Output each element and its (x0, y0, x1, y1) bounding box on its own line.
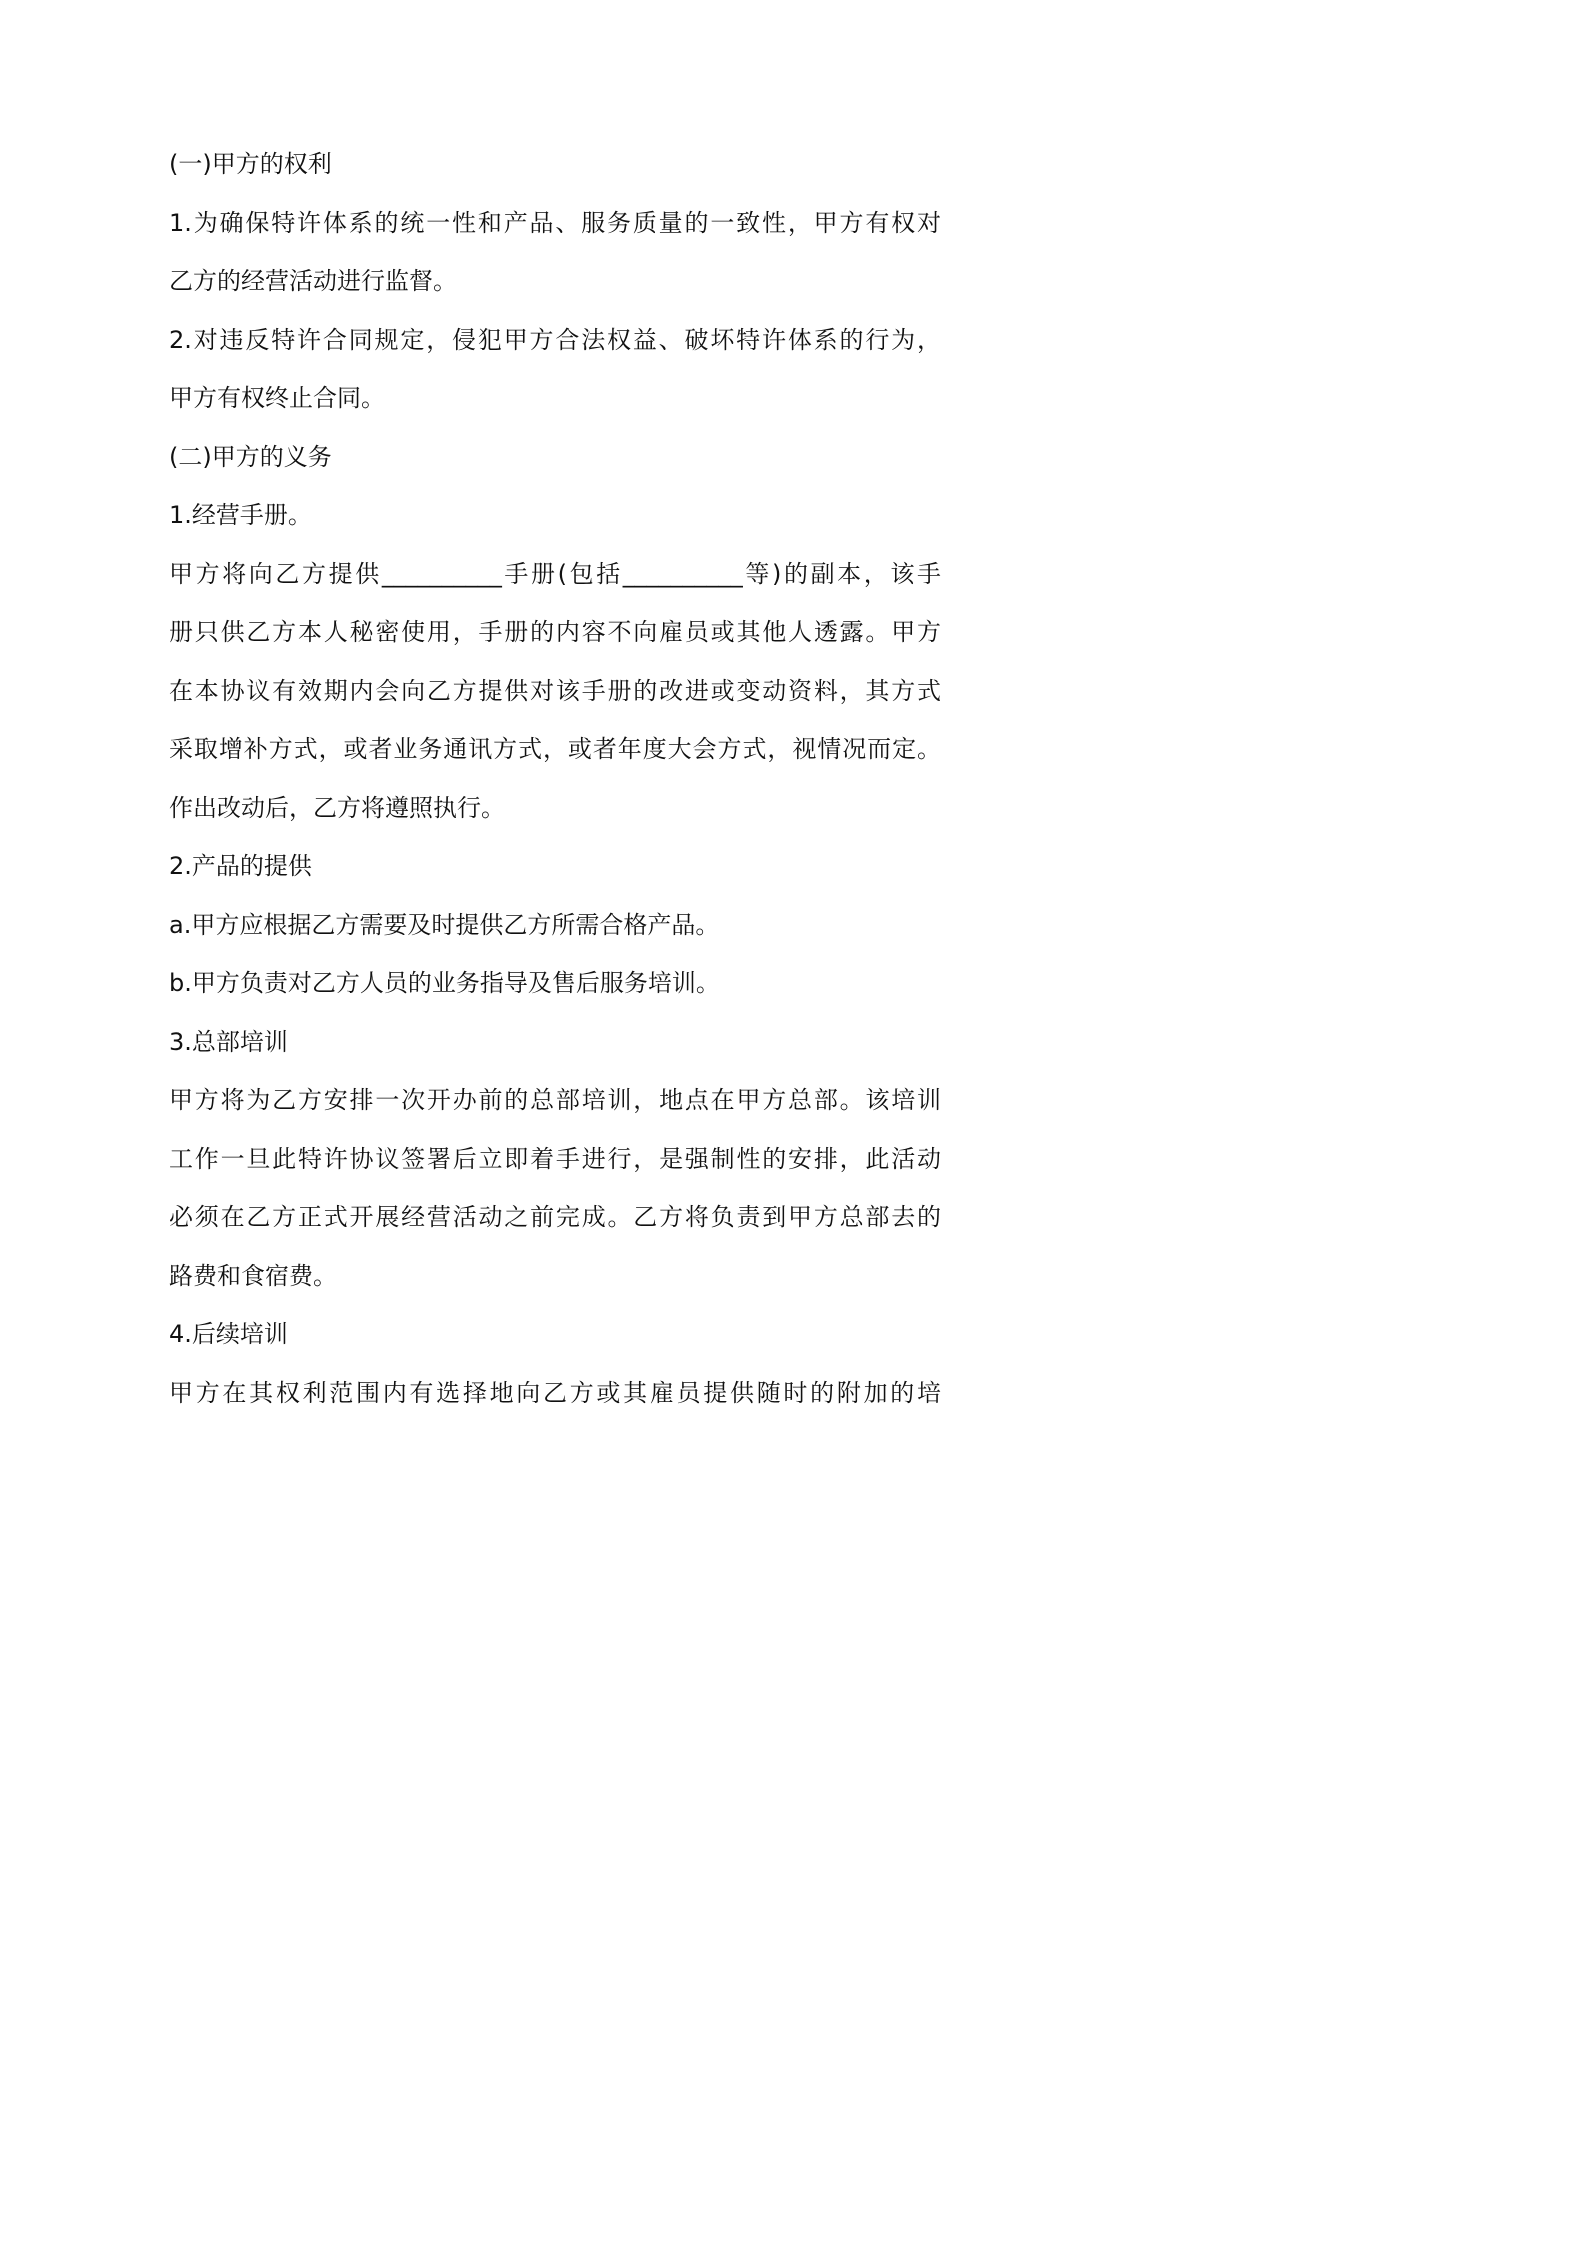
item-heading-product-supply: 2.产品的提供 (169, 852, 312, 880)
item-heading-operations-manual: 1.经营手册。 (169, 501, 312, 529)
section-heading-party-a-obligations: (二)甲方的义务 (169, 442, 332, 471)
paragraph-line: 作出改动后，乙方将遵照执行。 (169, 793, 505, 822)
paragraph-line: 在本协议有效期内会向乙方提供对该手册的改进或变动资料，其方式 (169, 676, 941, 705)
document-page (0, 0, 1103, 1560)
paragraph-line: 乙方的经营活动进行监督。 (169, 267, 457, 295)
paragraph-line: 1.为确保特许体系的统一性和产品、服务质量的一致性，甲方有权对 (169, 208, 941, 237)
paragraph-line: 甲方将向乙方提供__________手册(包括__________等)的副本，该手 (169, 559, 941, 588)
paragraph-line: 甲方在其权利范围内有选择地向乙方或其雇员提供随时的附加的培 (169, 1378, 941, 1407)
list-item-a: a.甲方应根据乙方需要及时提供乙方所需合格产品。 (169, 910, 720, 939)
paragraph-line: 工作一旦此特许协议签署后立即着手进行，是强制性的安排，此活动 (169, 1144, 941, 1173)
paragraph-line: 甲方将为乙方安排一次开办前的总部培训，地点在甲方总部。该培训 (169, 1086, 941, 1114)
paragraph-line: 采取增补方式，或者业务通讯方式，或者年度大会方式，视情况而定。 (169, 735, 941, 763)
paragraph-line: 必须在乙方正式开展经营活动之前完成。乙方将负责到甲方总部去的 (169, 1203, 941, 1231)
paragraph-line: 甲方有权终止合同。 (169, 384, 385, 412)
section-heading-party-a-rights: (一)甲方的权利 (169, 150, 332, 178)
item-heading-hq-training: 3.总部培训 (169, 1027, 288, 1056)
item-heading-follow-up-training: 4.后续培训 (169, 1320, 288, 1348)
paragraph-line: 册只供乙方本人秘密使用，手册的内容不向雇员或其他人透露。甲方 (169, 618, 941, 646)
document-body (169, 135, 941, 1422)
paragraph-line: 路费和食宿费。 (169, 1261, 337, 1290)
paragraph-line: 2.对违反特许合同规定，侵犯甲方合法权益、破坏特许体系的行为， (169, 325, 941, 354)
list-item-b: b.甲方负责对乙方人员的业务指导及售后服务培训。 (169, 969, 720, 997)
